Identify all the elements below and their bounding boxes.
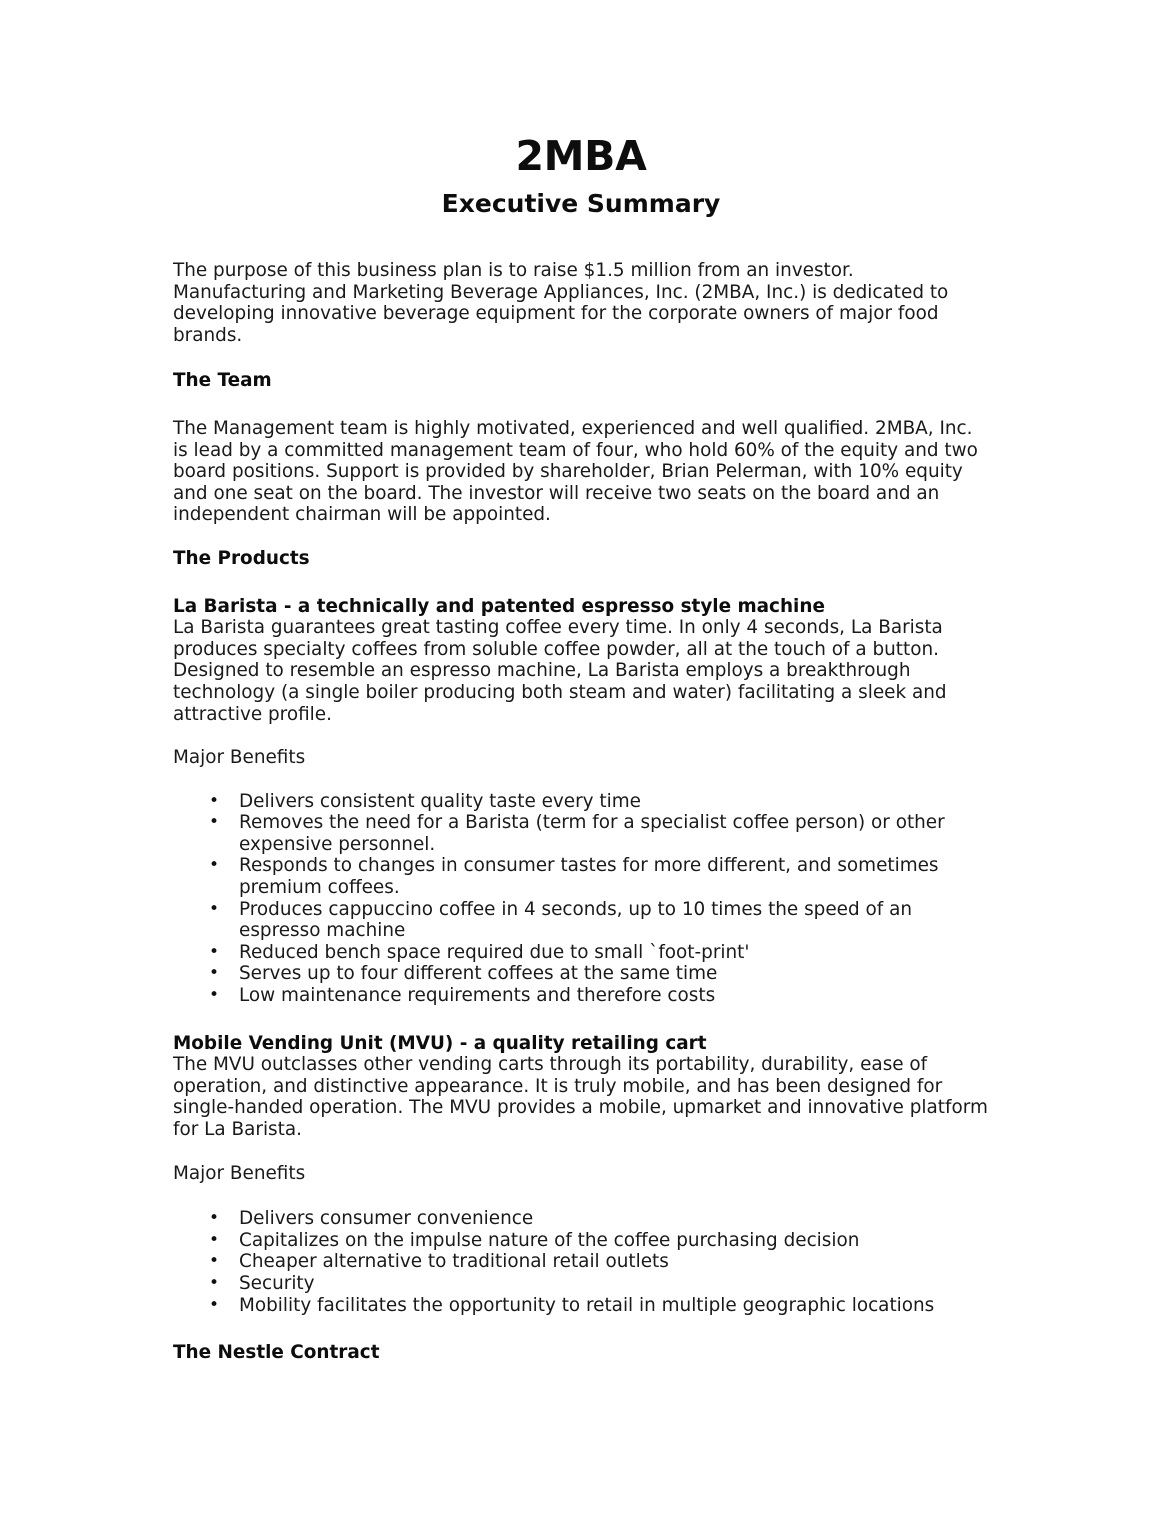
list-item: • Delivers consumer convenience xyxy=(173,1208,989,1230)
benefits-list-la-barista xyxy=(173,791,989,1007)
product-heading-la-barista: La Barista - a technically and patented espresso style machine xyxy=(173,595,825,617)
spacer xyxy=(173,1007,989,1033)
spacer xyxy=(173,526,989,548)
list-item: • Delivers consistent quality taste every time xyxy=(173,791,989,813)
list-item: • Security xyxy=(173,1273,989,1295)
section-heading-the-nestle-contract: The Nestle Contract xyxy=(173,1342,380,1364)
intro-paragraph: The purpose of this business plan is to raise $1.5 million from an investor. Manufacturing and Marketing Beverage Appliances, Inc. (2MBA, Inc.) is dedicated to developing innovative beverage equipment for the corporate owners of major food brands. xyxy=(173,260,949,346)
spacer xyxy=(173,725,989,747)
list-item: • Removes the need for a Barista (term for a specialist coffee person) or other expensive personnel. xyxy=(173,812,989,855)
spacer xyxy=(173,216,989,260)
spacer xyxy=(173,1184,989,1208)
section-heading-the-team: The Team xyxy=(173,370,272,392)
document-subtitle: Executive Summary xyxy=(441,189,721,218)
list-item: • Responds to changes in consumer tastes for more different, and sometimes premium coffees. xyxy=(173,855,989,898)
benefits-label-mvu: Major Benefits xyxy=(173,1162,306,1184)
benefits-label-la-barista: Major Benefits xyxy=(173,747,306,769)
spacer xyxy=(173,1141,989,1163)
list-item: • Cheaper alternative to traditional retail outlets xyxy=(173,1251,989,1273)
list-item: • Capitalizes on the impulse nature of the coffee purchasing decision xyxy=(173,1230,989,1252)
spacer xyxy=(173,1316,989,1342)
product-heading-mvu: Mobile Vending Unit (MVU) - a quality retailing cart xyxy=(173,1032,707,1054)
document-content xyxy=(173,0,989,1364)
list-item: • Low maintenance requirements and therefore costs xyxy=(173,985,989,1007)
list-item: • Produces cappuccino coffee in 4 seconds, up to 10 times the speed of an espresso machine xyxy=(173,899,989,942)
spacer xyxy=(173,769,989,791)
list-item: • Reduced bench space required due to small `foot-print' xyxy=(173,942,989,964)
section-body-the-team: The Management team is highly motivated, experienced and well qualified. 2MBA, Inc. is lead by a committed management team of four, who hold 60% of the equity and two board positions. Support is provided by shareholder, Brian Pelerman, with 10% equity and one seat on the board. The investor will receive two seats on the board and an independent chairman will be appointed. xyxy=(173,417,978,526)
list-item: • Serves up to four different coffees at the same time xyxy=(173,963,989,985)
spacer xyxy=(173,570,989,596)
section-heading-the-products: The Products xyxy=(173,547,310,569)
spacer xyxy=(173,346,989,370)
product-body-la-barista: La Barista guarantees great tasting coffee every time. In only 4 seconds, La Barista produces specialty coffees from soluble coffee powder, all at the touch of a button. Designed to resemble an espresso machine, La Barista employs a breakthrough technology (a single boiler producing both steam and water) facilitating a sleek and attractive profile. xyxy=(173,617,947,725)
list-item: • Mobility facilitates the opportunity to retail in multiple geographic locations xyxy=(173,1295,989,1317)
product-body-mvu: The MVU outclasses other vending carts through its portability, durability, ease of operation, and distinctive appearance. It is truly mobile, and has been designed for single-handed operation. The MVU provides a mobile, upmarket and innovative platform for La Barista. xyxy=(173,1054,988,1140)
document-title: 2MBA xyxy=(515,132,647,180)
benefits-list-mvu xyxy=(173,1208,989,1316)
spacer xyxy=(173,392,989,418)
